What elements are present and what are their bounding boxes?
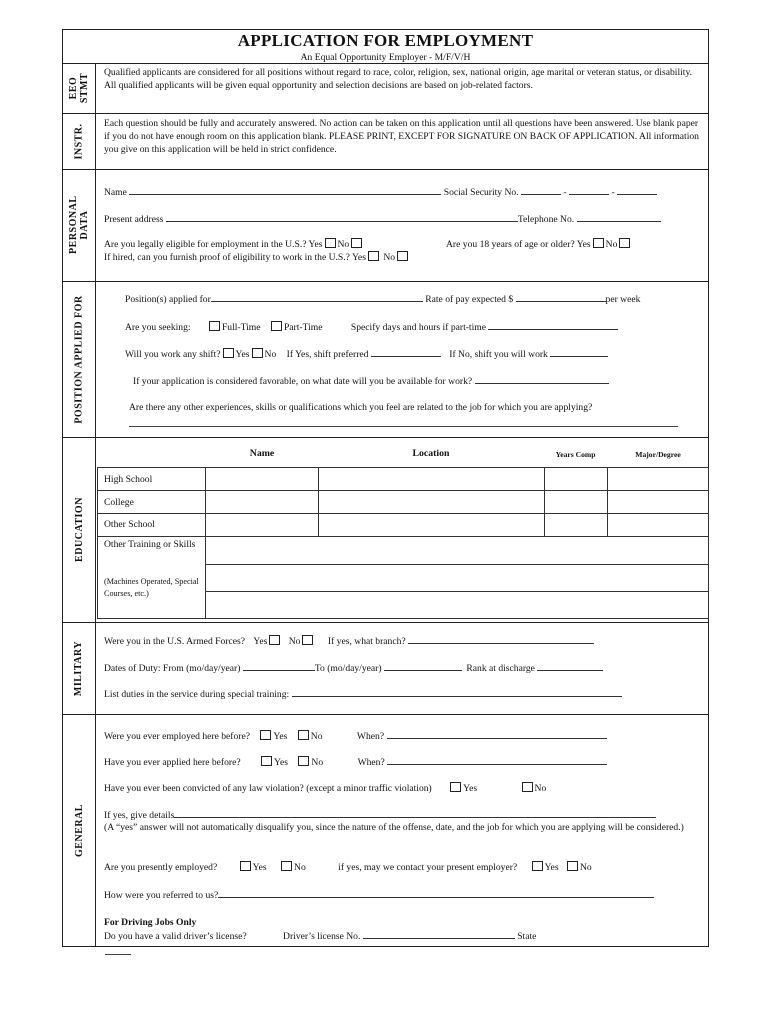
experience-label: Are there any other experiences, skills or qualifications which you feel are related to the job for which you are applying? [129, 402, 593, 413]
license-no-field[interactable] [363, 929, 515, 939]
date-from-field[interactable] [243, 661, 315, 671]
referred-field[interactable] [218, 888, 654, 898]
contact-yes-checkbox[interactable] [532, 861, 543, 871]
conviction-note: (A “yes” answer will not automatically disqualify you, since the nature of the offense, date, and the job for which you are applying will be considered.) [104, 822, 684, 833]
applied-yes-checkbox[interactable] [261, 756, 272, 766]
shift-no-field[interactable] [550, 347, 608, 357]
shift-yes-checkbox[interactable] [223, 348, 234, 358]
address-field[interactable] [166, 212, 518, 222]
branch-field[interactable] [408, 634, 594, 644]
eeo-statement: Qualified applicants are considered for all positions without regard to race, color, religion, sex, national origin, age marital or veteran status, or disability. All qualified applicants will be given equal opportunity and selection decisions are based on job-related factors. [104, 67, 693, 92]
eligible-no-checkbox[interactable] [351, 238, 362, 248]
contact-label: if yes, may we contact your present employer? [338, 862, 518, 873]
section-personal: PERSONAL DATA [68, 195, 90, 254]
applied-no-checkbox[interactable] [298, 756, 309, 766]
eligible-yes-checkbox[interactable] [325, 238, 336, 248]
edu-header-name: Name [249, 448, 275, 459]
form-subtitle: An Equal Opportunity Employer - M/F/V/H [300, 52, 471, 63]
employed-yes-checkbox[interactable] [260, 730, 271, 740]
proof-label: If hired, can you furnish proof of eligibility to work in the U.S.? Yes [104, 252, 366, 263]
details-field[interactable] [174, 808, 656, 818]
convicted-no-checkbox[interactable] [522, 782, 533, 792]
edu-header-years: Years Comp [555, 450, 596, 459]
position-label: Position(s) applied for [125, 294, 211, 305]
presently-yes-checkbox[interactable] [240, 861, 251, 871]
eligible-label: Are you legally eligible for employment in the U.S.? Yes [104, 239, 323, 250]
applied-when-field[interactable] [387, 755, 607, 765]
state-label: State [517, 931, 537, 942]
section-general: GENERAL [73, 804, 85, 857]
employed-no-checkbox[interactable] [298, 730, 309, 740]
armed-no-checkbox[interactable] [302, 635, 313, 645]
age18-no-checkbox[interactable] [619, 238, 630, 248]
shift-pref-field[interactable] [371, 347, 441, 357]
convicted-label: Have you ever been convicted of any law violation? (except a minor traffic violation) [104, 783, 432, 794]
age18-yes-checkbox[interactable] [593, 238, 604, 248]
employed-when-field[interactable] [387, 729, 607, 739]
section-education: EDUCATION [73, 497, 85, 562]
section-position: POSITION APPLIED FOR [73, 294, 85, 424]
dates-label: Dates of Duty: From (mo/day/year) [104, 663, 241, 674]
specify-label: Specify days and hours if part-time [350, 322, 486, 333]
edu-row-other-training: Other Training or Skills [104, 539, 196, 550]
armed-yes-checkbox[interactable] [269, 635, 280, 645]
ssn-label: Social Security No. [443, 187, 519, 198]
rank-field[interactable] [537, 661, 603, 671]
referred-label: How were you referred to us? [104, 890, 219, 901]
driving-heading: For Driving Jobs Only [104, 917, 197, 928]
presently-no-checkbox[interactable] [281, 861, 292, 871]
telephone-field[interactable] [577, 212, 661, 222]
presently-label: Are you presently employed? [104, 862, 218, 873]
edu-row-high-school: High School [104, 474, 153, 485]
license-answer-field[interactable] [105, 954, 131, 955]
available-field[interactable] [475, 374, 609, 384]
shift-label: Will you work any shift? [125, 349, 221, 360]
experience-field[interactable] [129, 426, 678, 427]
section-instr: INSTR. [73, 122, 85, 160]
form-title: APPLICATION FOR EMPLOYMENT [237, 31, 534, 50]
position-field[interactable] [211, 292, 423, 302]
ssn-field-3[interactable] [617, 185, 657, 195]
full-time-checkbox[interactable] [209, 321, 220, 331]
date-to-field[interactable] [384, 661, 462, 671]
license-no-label: Driver’s license No. [283, 931, 361, 942]
edu-row-machines: (Machines Operated, Special Courses, etc.) [104, 577, 199, 598]
available-label: If your application is considered favorable, on what date will you be available for work? [133, 376, 473, 387]
armed-label: Were you in the U.S. Armed Forces? [104, 636, 245, 647]
ssn-field-2[interactable] [569, 185, 609, 195]
license-question: Do you have a valid driver’s license? [104, 931, 247, 942]
shift-no-checkbox[interactable] [252, 348, 263, 358]
pay-label: Rate of pay expected $ [425, 294, 514, 305]
seeking-label: Are you seeking: [125, 322, 191, 333]
address-label: Present address [104, 214, 164, 225]
duties-field[interactable] [292, 687, 622, 697]
convicted-yes-checkbox[interactable] [450, 782, 461, 792]
contact-no-checkbox[interactable] [567, 861, 578, 871]
telephone-label: Telephone No. [517, 214, 575, 225]
name-label: Name [104, 187, 127, 198]
specify-field[interactable] [488, 320, 618, 330]
pay-field[interactable] [516, 292, 606, 302]
name-field[interactable] [129, 185, 441, 195]
edu-header-major: Major/Degree [635, 450, 681, 459]
employed-here-label: Were you ever employed here before? [104, 731, 250, 742]
instructions-text: Each question should be fully and accurately answered. No action can be taken on this application until all questions have been answered. Use blank paper if you do not have enough room on this application blank. PLEASE PRINT, EXCEPT FOR SIGNATURE ON BACK OF APPLICATION. All information you give on this application will be held in strict confidence. [104, 118, 699, 156]
ssn-field-1[interactable] [521, 185, 561, 195]
part-time-checkbox[interactable] [271, 321, 282, 331]
section-military: MILITARY [73, 640, 85, 696]
details-label: If yes, give details [104, 810, 175, 821]
edu-header-location: Location [412, 448, 450, 459]
applied-here-label: Have you ever applied here before? [104, 757, 241, 768]
proof-no-checkbox[interactable] [397, 251, 408, 261]
edu-row-college: College [104, 497, 134, 508]
proof-yes-checkbox[interactable] [368, 251, 379, 261]
section-eeo: EEO STMT [68, 72, 90, 104]
age18-label: Are you 18 years of age or older? Yes [446, 239, 591, 250]
edu-row-other-school: Other School [104, 519, 155, 530]
duties-label: List duties in the service during special training: [104, 689, 290, 700]
